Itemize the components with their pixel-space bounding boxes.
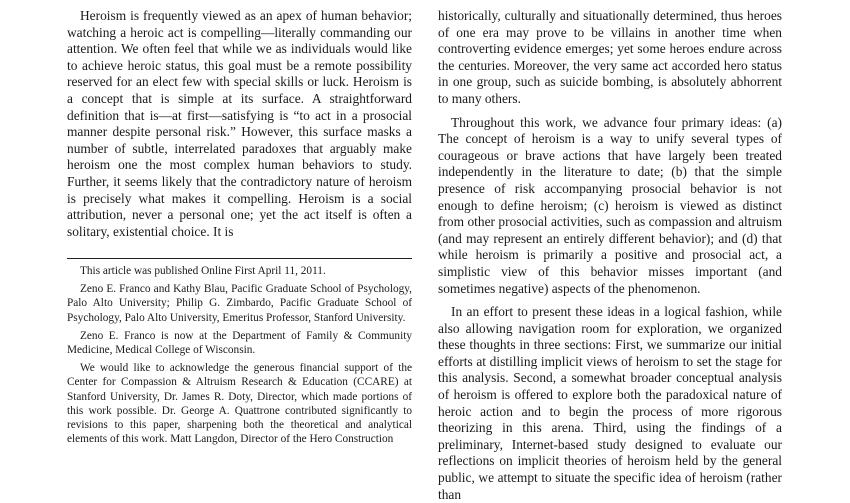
- left-column: [67, 8, 412, 240]
- footnotes: [67, 264, 412, 446]
- body-paragraph-continued: historically, culturally and situationally determined, thus heroes of one era may prove to be villains in another time when controverting evidence emerges; yet some heroes endure across the centuries. Moreover, the very same act accorded hero status in one group, such as suicide bombing, is absolutely abhorrent to many others.: [438, 8, 782, 106]
- footnote-acknowledgements: We would like to acknowledge the generous financial support of the Center for Compassion & Altruism Research & Education (CCARE) at Stanford University, Dr. James R. Doty, Director, which made portions of this work possible. Dr. George A. Quattrone contributed significantly to revisions to this paper, sharpening both the theoretical and analytical elements of this work. Matt Langdon, Director of the Hero Construction: [67, 362, 412, 446]
- right-column: [438, 8, 782, 503]
- footnote-affiliations: Zeno E. Franco and Kathy Blau, Pacific Graduate School of Psychology, Palo Alto University; Philip G. Zimbardo, Pacific Graduate School of Psychology, Palo Alto University, Emeritus Professor, Stanford University.: [67, 283, 412, 324]
- body-paragraph-primary-ideas: Throughout this work, we advance four primary ideas: (a) The concept of heroism is a way to unify several types of courageous or brave actions that have largely been treated independently in the literature to date; (b) that the simple presence of risk accompanying prosocial behavior is not enough to define heroism; (c) heroism is viewed as distinct from other prosocial activities, such as compassion and altruism (and may represent an entirely different behavior); and (d) that while heroism is primarily a positive and prosocial act, a simplistic view of this behavior misses important (and sometimes negative) aspects of the phenomenon.: [438, 114, 782, 296]
- body-paragraph: Heroism is frequently viewed as an apex of human behavior; watching a heroic act is compelling—literally commanding our attention. We often feel that while we as individuals would like to achieve heroic status, this goal must be a remote possibility reserved for an elect few with special skills or luck. Heroism is a concept that is simple at its surface. A straightforward definition that is—at first—satisfying is “to act in a prosocial manner despite personal risk.” However, this surface masks a number of subtle, interrelated paradoxes that arguably make heroism one the most complex human behaviors to study. Further, it seems likely that the contradictory nature of heroism is precisely what makes it compelling. Heroism is a social attribution, never a personal one; yet the act itself is often a solitary, existential choice. It is: [67, 8, 412, 239]
- footnote-publication-date: This article was published Online First April 11, 2011.: [80, 265, 326, 277]
- footnote-divider: [67, 258, 412, 259]
- body-paragraph-organization: In an effort to present these ideas in a logical fashion, while also allowing navigation room for exploration, we organized these thoughts in three sections: First, we summarize our initial efforts at distilling implicit views of heroism to set the stage for this analysis. Second, a somewhat broader conceptual analysis of heroism is offered to explore both the paradoxical nature of heroic action and to begin the process of more rigorous theorizing in this arena. Third, using the findings of a preliminary, Internet-based study designed to evaluate our reflections on implicit theories of heroism held by the general public, we attempt to situate the specific idea of heroism (rather than: [438, 304, 782, 502]
- footnote-current-affiliation: Zeno E. Franco is now at the Department of Family & Community Medicine, Medical College of Wisconsin.: [67, 329, 412, 357]
